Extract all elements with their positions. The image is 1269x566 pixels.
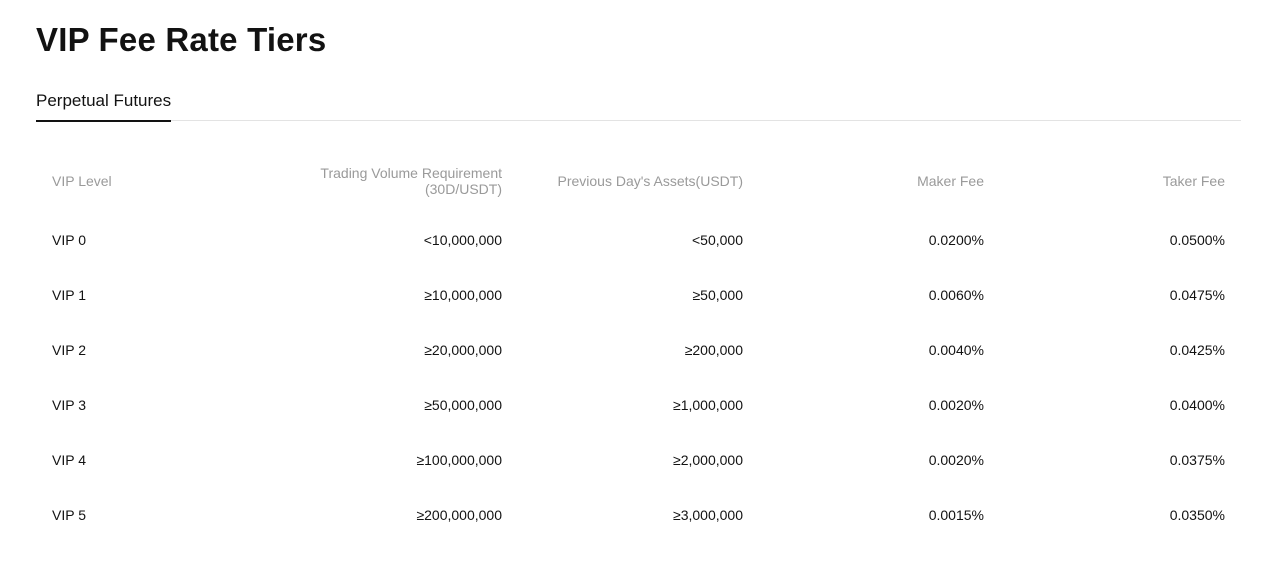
cell-taker-fee: 0.0475% [1169, 286, 1225, 303]
cell-vip-level: VIP 4 [52, 451, 86, 468]
cell-previous-assets: ≥50,000 [692, 286, 743, 303]
cell-vip-level: VIP 2 [52, 341, 86, 358]
header-previous-assets: Previous Day's Assets(USDT) [557, 173, 743, 189]
header-vip-level: VIP Level [52, 173, 112, 189]
fee-rate-table [36, 150, 1241, 542]
cell-maker-fee: 0.0060% [928, 286, 984, 303]
header-maker-fee: Maker Fee [917, 173, 984, 189]
cell-previous-assets: ≥1,000,000 [673, 396, 743, 413]
tab-bar [36, 88, 1241, 121]
header-trading-volume-line1: Trading Volume Requirement [320, 165, 502, 181]
cell-trading-volume: ≥200,000,000 [416, 506, 502, 523]
cell-taker-fee: 0.0375% [1169, 451, 1225, 468]
cell-maker-fee: 0.0020% [928, 396, 984, 413]
cell-previous-assets: ≥200,000 [684, 341, 743, 358]
cell-maker-fee: 0.0040% [928, 341, 984, 358]
header-trading-volume-line2: (30D/USDT) [424, 181, 502, 197]
cell-trading-volume: ≥10,000,000 [424, 286, 502, 303]
cell-maker-fee: 0.0020% [928, 451, 984, 468]
table-row [36, 267, 1241, 322]
cell-vip-level: VIP 5 [52, 506, 86, 523]
table-row [36, 377, 1241, 432]
cell-vip-level: VIP 1 [52, 286, 86, 303]
table-row [36, 212, 1241, 267]
table-row [36, 322, 1241, 377]
cell-trading-volume: ≥50,000,000 [424, 396, 502, 413]
table-row [36, 487, 1241, 542]
cell-previous-assets: ≥2,000,000 [673, 451, 743, 468]
table-row [36, 432, 1241, 487]
cell-previous-assets: ≥3,000,000 [673, 506, 743, 523]
cell-taker-fee: 0.0400% [1169, 396, 1225, 413]
cell-maker-fee: 0.0015% [928, 506, 984, 523]
cell-maker-fee: 0.0200% [928, 231, 984, 248]
cell-trading-volume: ≥100,000,000 [416, 451, 502, 468]
cell-taker-fee: 0.0425% [1169, 341, 1225, 358]
header-trading-volume [196, 150, 518, 212]
page-title: VIP Fee Rate Tiers [36, 21, 327, 58]
tab-perpetual-futures[interactable]: Perpetual Futures [36, 88, 171, 121]
cell-taker-fee: 0.0350% [1169, 506, 1225, 523]
cell-vip-level: VIP 0 [52, 231, 86, 248]
cell-vip-level: VIP 3 [52, 396, 86, 413]
cell-taker-fee: 0.0500% [1169, 231, 1225, 248]
table-header-row [36, 150, 1241, 212]
cell-previous-assets: <50,000 [692, 231, 743, 248]
cell-trading-volume: ≥20,000,000 [424, 341, 502, 358]
header-taker-fee: Taker Fee [1162, 173, 1225, 189]
cell-trading-volume: <10,000,000 [423, 231, 502, 248]
